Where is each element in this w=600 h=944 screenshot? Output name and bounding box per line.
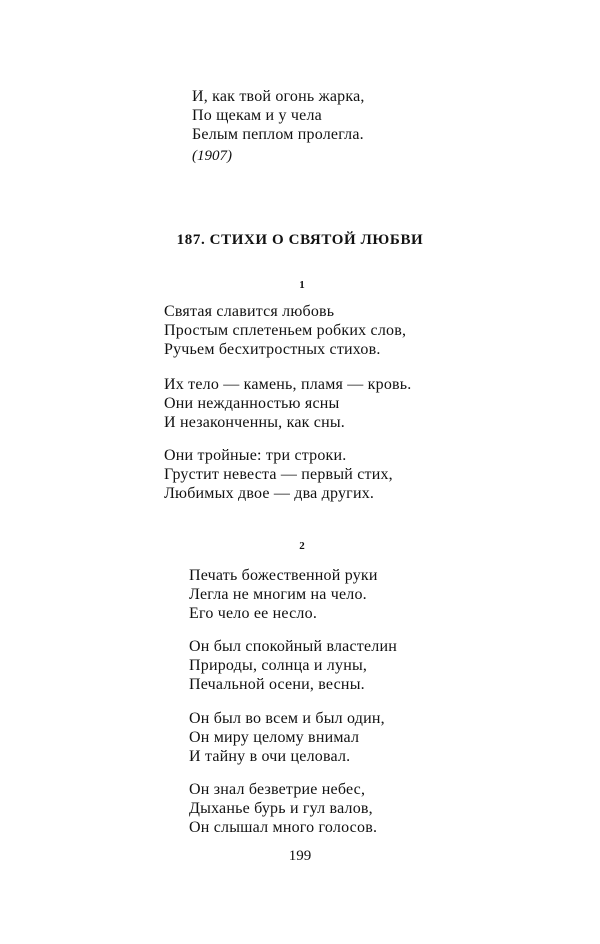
verse-line: И незаконченны, как сны. <box>164 414 346 431</box>
part-number: 1 <box>299 279 305 291</box>
verse-line: Его чело ее несло. <box>189 605 318 622</box>
stanza <box>189 780 377 837</box>
stanza <box>164 446 393 503</box>
poem-date: (1907) <box>192 148 232 164</box>
poem-title: 187. СТИХИ О СВЯТОЙ ЛЮБВИ <box>176 232 424 248</box>
verse-line: Они нежданностью ясны <box>164 395 340 412</box>
verse-line: Дыханье бурь и гул валов, <box>189 800 373 817</box>
verse-line: Они тройные: три строки. <box>164 447 347 464</box>
verse-line: Ручьем бесхитростных стихов. <box>164 341 381 358</box>
stanza <box>189 566 378 623</box>
verse-line: Природы, солнца и луны, <box>189 657 368 674</box>
stanza <box>189 709 385 766</box>
verse-line: По щекам и у чела <box>192 107 322 124</box>
verse-line: Их тело — камень, пламя — кровь. <box>164 376 412 393</box>
stanza <box>189 637 397 694</box>
verse-line: Он слышал много голосов. <box>189 819 378 836</box>
verse-line: Грустит невеста — первый стих, <box>164 466 393 483</box>
prev-poem-ending <box>192 87 365 144</box>
verse-line: Он знал безветрие небес, <box>189 781 366 798</box>
verse-line: Белым пеплом пролегла. <box>192 126 364 143</box>
verse-line: И, как твой огонь жарка, <box>192 88 365 105</box>
verse-line: Любимых двое — два других. <box>164 485 375 502</box>
verse-line: Он был во всем и был один, <box>189 710 385 727</box>
page-number: 199 <box>288 848 312 864</box>
stanza <box>164 375 412 432</box>
verse-line: Святая славится любовь <box>164 303 335 320</box>
verse-line: Легла не многим на чело. <box>189 586 367 603</box>
verse-line: Печальной осени, весны. <box>189 676 365 693</box>
verse-line: Простым сплетеньем робких слов, <box>164 322 407 339</box>
part-number: 2 <box>299 540 305 552</box>
verse-line: Он был спокойный властелин <box>189 638 397 655</box>
verse-line: Печать божественной руки <box>189 567 378 584</box>
stanza <box>164 302 406 359</box>
verse-line: И тайну в очи целовал. <box>189 748 351 765</box>
verse-line: Он миру целому внимал <box>189 729 360 746</box>
